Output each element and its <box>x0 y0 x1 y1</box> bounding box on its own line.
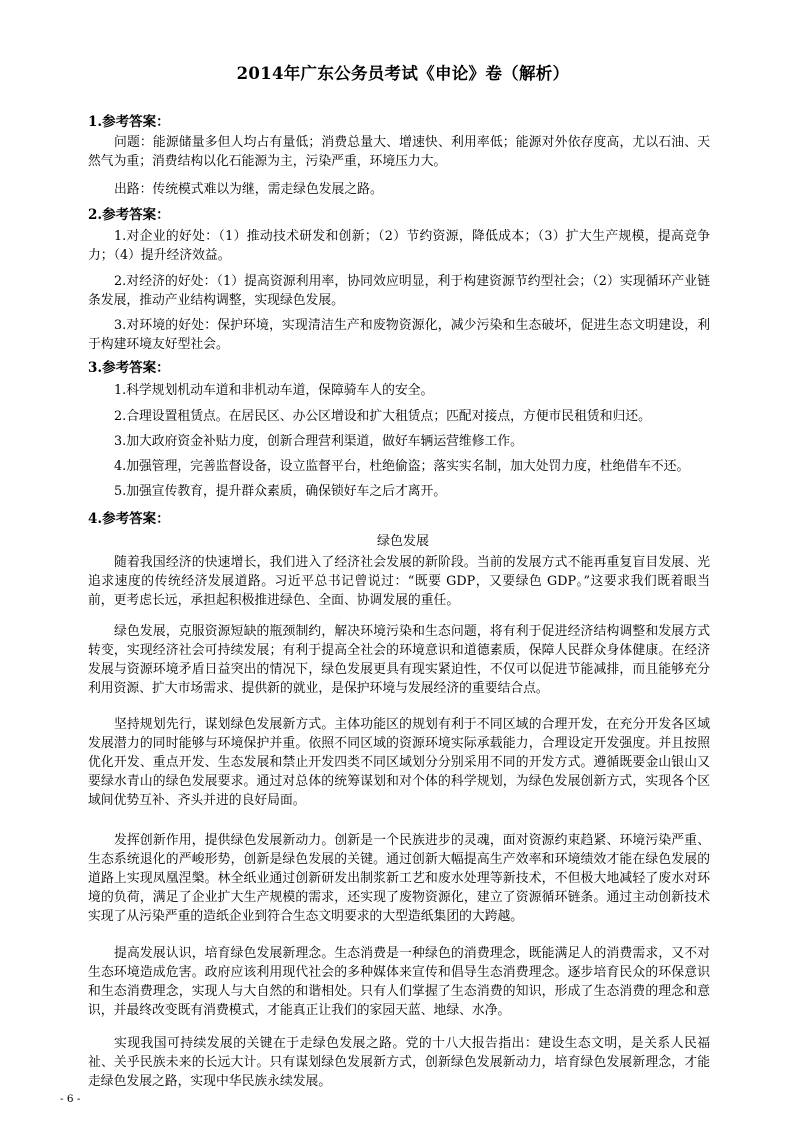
q3-heading: 3.参考答案： <box>88 360 170 376</box>
q1-solution: 出路：传统模式难以为继，需走绿色发展之路。 <box>114 182 383 197</box>
q3-item: 2.合理设置租赁点。在居民区、办公区增设和扩大租赁点；匹配对接点，方便市民租赁和归还。 <box>114 409 651 424</box>
essay-paragraph: 坚持规划先行，谋划绿色发展新方式。主体功能区的规划有利于不同区域的合理开发，在充分开发各区域发展潜力的同时能够与环境保护并重。依照不同区域的资源环境实际承载能力，合理设定开发强度。并且按照优化开发、重点开发、生态发展和禁止开发四类不同区域划分分别采用不同的开发方式。遵循既要金山银山又要绿水青山的绿色发展要求。通过对总体的统筹谋划和对个体的科学规划，为绿色发展创新方式，实现各个区域间优势互补、齐头并进的良好局面。 <box>88 717 710 808</box>
essay-title: 绿色发展 <box>376 534 429 549</box>
q2-item: 2.对经济的好处：（1）提高资源利用率，协同效应明显，利于构建资源节约型社会；（2）实现循环产业链条发展，推动产业结构调整，实现绿色发展。 <box>88 274 710 308</box>
q3-item: 3.加大政府资金补贴力度，创新合理营利渠道，做好车辆运营维修工作。 <box>114 434 523 449</box>
q3-item: 1.科学规划机动车道和非机动车道，保障骑车人的安全。 <box>114 383 434 398</box>
q2-item: 1.对企业的好处：（1）推动技术研发和创新；（2）节约资源，降低成本；（3）扩大生产规模，提高竞争力；（4）提升经济效益。 <box>88 229 710 263</box>
q1-problem: 问题：能源储量多但人均占有量低；消费总量大、增速快、利用率低；能源对外依存度高，尤以石油、天然气为重；消费结构以化石能源为主，污染严重，环境压力大。 <box>88 135 710 169</box>
page-number: - 6 - <box>60 1093 81 1105</box>
essay-paragraph: 提高发展认识，培育绿色发展新理念。生态消费是一种绿色的消费理念，既能满足人的消费需求，又不对生态环境造成危害。政府应该利用现代社会的多种媒体来宣传和倡导生态消费理念。逐步培育民众的环保意识和生态消费理念，实现人与大自然的和谐相处。只有人们掌握了生态消费的知识，形成了生态消费的理念和意识，并最终改变既有消费模式，才能真正让我们的家园天蓝、地绿、水净。 <box>88 946 710 1018</box>
essay-paragraph: 随着我国经济的快速增长，我们进入了经济社会发展的新阶段。当前的发展方式不能再重复盲目发展、光追求速度的传统经济发展道路。习近平总书记曾说过：“既要 GDP，又要绿色 GDP。”这要求我们既着眼当前，更考虑长远，承担起积极推进绿色、全面、协调发展的重任。 <box>88 555 710 608</box>
document-title: 2014年广东公务员考试《申论》卷（解析） <box>236 64 570 83</box>
q2-item: 3.对环境的好处：保护环境，实现清洁生产和废物资源化，减少污染和生态破坏，促进生态文明建设，利于构建环境友好型社会。 <box>88 318 710 352</box>
q4-heading: 4.参考答案： <box>88 511 170 527</box>
essay-paragraph: 绿色发展，克服资源短缺的瓶颈制约，解决环境污染和生态问题，将有利于促进经济结构调整和发展方式转变，实现经济社会可持续发展；有利于提高全社会的环境意识和道德素质，保障人民群众身体健康。在经济发展与资源环境矛盾日益突出的情况下，绿色发展更具有现实紧迫性，不仅可以促进节能减排，而且能够充分利用资源、扩大市场需求、提供新的就业，是保护环境与发展经济的重要结合点。 <box>88 624 710 696</box>
q1-heading: 1.参考答案： <box>88 114 170 130</box>
essay-paragraph: 发挥创新作用，提供绿色发展新动力。创新是一个民族进步的灵魂，面对资源约束趋紧、环境污染严重、生态系统退化的严峻形势，创新是绿色发展的关键。通过创新大幅提高生产效率和环境绩效才能在绿色发展的道路上实现凤凰涅槃。林全纸业通过创新研发出制浆新工艺和废水处理等新技术，不但极大地减轻了废水对环境的负荷，满足了企业扩大生产规模的需求，还实现了废物资源化，建立了资源循环链条。通过主动创新技术实现了从污染严重的造纸企业到符合生态文明要求的大型造纸集团的大跨越。 <box>88 833 710 924</box>
q2-heading: 2.参考答案： <box>88 207 170 223</box>
essay-paragraph: 实现我国可持续发展的关键在于走绿色发展之路。党的十八大报告指出：建设生态文明，是关系人民福祉、关乎民族未来的长远大计。只有谋划绿色发展新方式，创新绿色发展新动力，培育绿色发展新理念，才能走绿色发展之路，实现中华民族永续发展。 <box>88 1036 710 1089</box>
q3-item: 4.加强管理，完善监督设备，设立监督平台，杜绝偷盗；落实实名制，加大处罚力度，杜绝借车不还。 <box>114 459 690 474</box>
q3-item: 5.加强宣传教育，提升群众素质，确保锁好车之后才离开。 <box>114 484 447 499</box>
